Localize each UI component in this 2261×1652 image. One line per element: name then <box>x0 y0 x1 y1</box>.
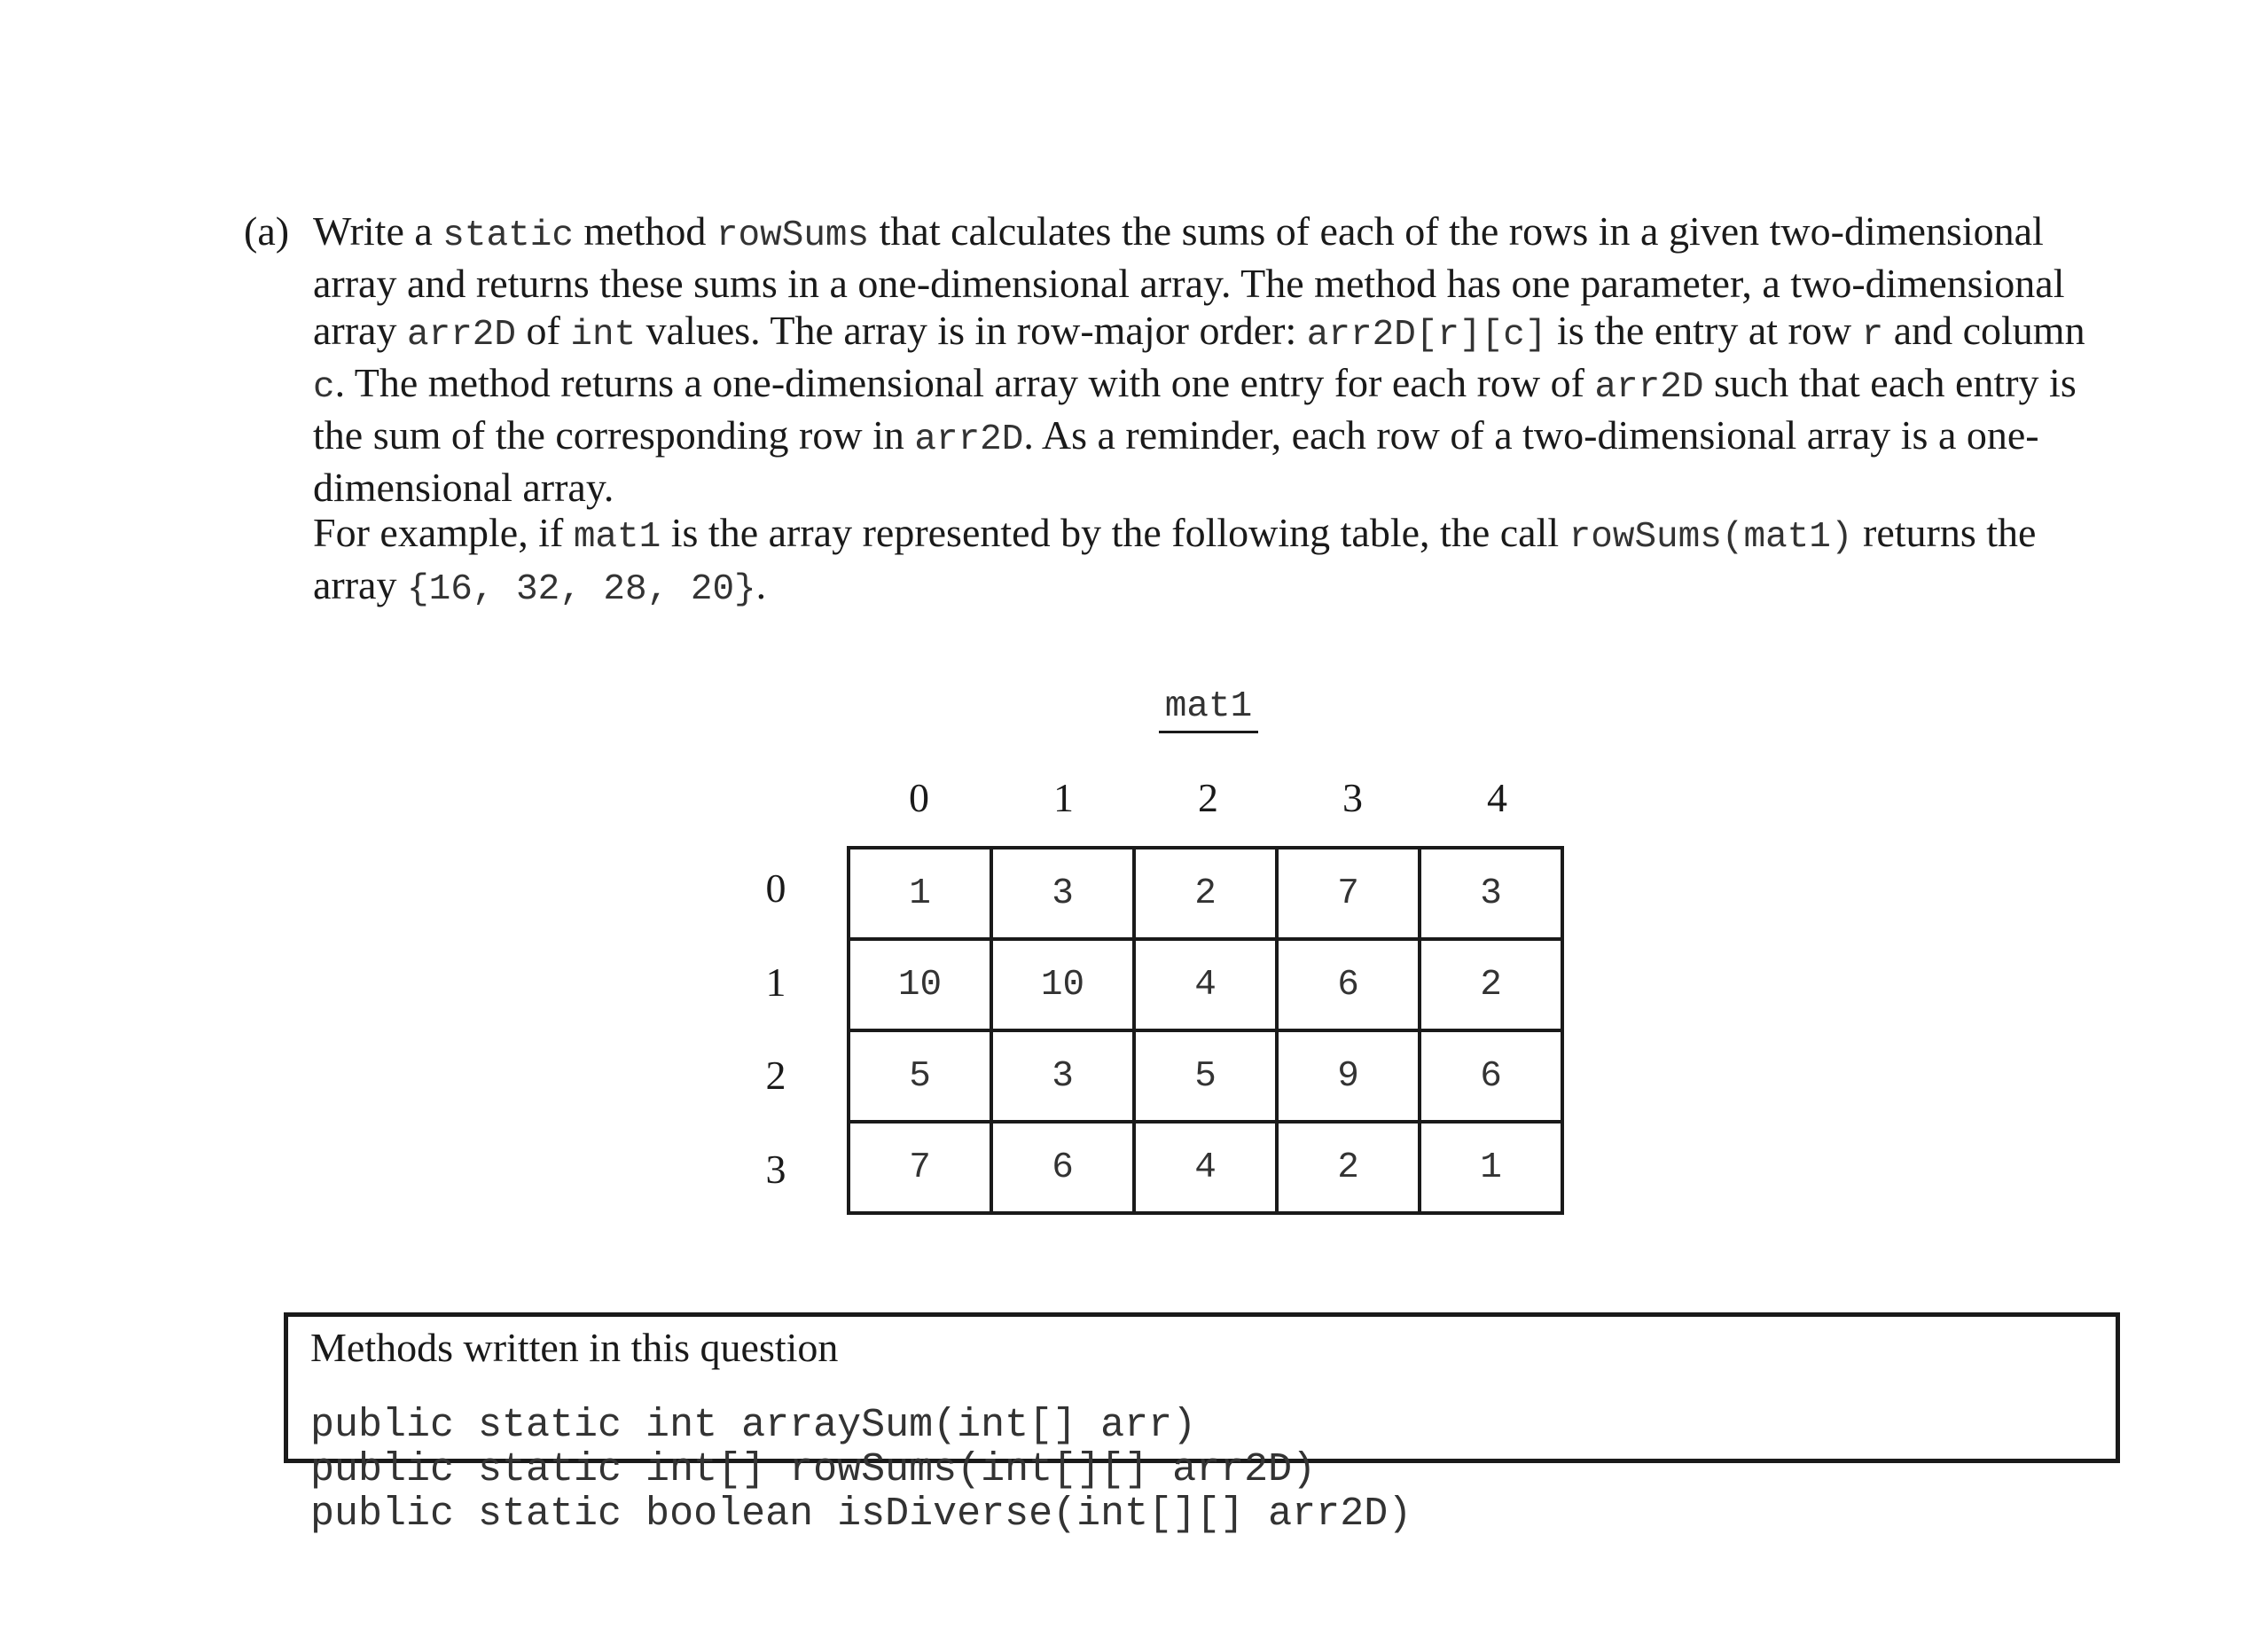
matrix-cell: 3 <box>991 848 1134 939</box>
matrix-cell: 2 <box>1134 848 1277 939</box>
column-header: 2 <box>1198 775 1218 820</box>
matrix-cell: 9 <box>1277 1030 1420 1122</box>
matrix-cell: 1 <box>1420 1122 1562 1213</box>
matrix-cell: 6 <box>1420 1030 1562 1122</box>
inline-code: int <box>570 315 637 356</box>
matrix-cell: 10 <box>849 939 991 1030</box>
column-header: 0 <box>909 775 929 820</box>
inline-code: mat1 <box>573 517 661 558</box>
row-header: 3 <box>765 1147 786 1192</box>
method-signature: public static boolean isDiverse(int[][] arr2D) <box>310 1491 1412 1537</box>
matrix-cell: 4 <box>1134 939 1277 1030</box>
inline-code: r <box>1861 315 1884 356</box>
inline-code: arr2D <box>406 315 517 356</box>
inline-code: rowSums(mat1) <box>1569 517 1853 558</box>
text-run: Write a <box>313 208 443 254</box>
matrix-row <box>849 848 1562 939</box>
matrix-cell: 6 <box>1277 939 1420 1030</box>
text-run: is the array represented by the following table, the call <box>661 510 1569 555</box>
text-run: is the entry at row <box>1546 308 1862 353</box>
column-header: 4 <box>1487 775 1507 820</box>
matrix-row <box>849 939 1562 1030</box>
text-run: . As a reminder, each row of a two-dimensional array is a one-dimensional array. <box>313 412 2039 510</box>
matrix-cell: 10 <box>991 939 1134 1030</box>
row-header: 0 <box>765 865 786 911</box>
matrix-cell: 2 <box>1277 1122 1420 1213</box>
matrix-cell: 5 <box>849 1030 991 1122</box>
text-run: . The method returns a one-dimensional array with one entry for each row of <box>334 360 1595 405</box>
inline-code: c <box>313 367 335 408</box>
matrix-cell: 1 <box>849 848 991 939</box>
text-run: values. The array is in row-major order: <box>636 308 1307 353</box>
text-run: For example, if <box>313 510 574 555</box>
matrix-cell: 3 <box>991 1030 1134 1122</box>
matrix-cell: 7 <box>1277 848 1420 939</box>
matrix-cell: 3 <box>1420 848 1562 939</box>
method-signature: public static int arraySum(int[] arr) <box>310 1403 1197 1448</box>
text-run: such that each entry is the sum of the corresponding row in <box>313 360 2077 458</box>
text-run: that calculates the sums of each of the rows in a given two-dimensional array and returns these sums in a one-dimensional array. The method has one parameter, a two-dimensional array <box>313 208 2065 353</box>
text-run: . <box>755 562 767 607</box>
matrix-table <box>847 846 1564 1215</box>
text-run: of <box>516 308 571 353</box>
methods-box-title: Methods written in this question <box>310 1325 839 1370</box>
row-header: 2 <box>765 1053 786 1098</box>
inline-code: arr2D <box>914 419 1024 460</box>
methods-box <box>284 1312 2120 1537</box>
matrix-cell: 2 <box>1420 939 1562 1030</box>
matrix-title: mat1 <box>1159 685 1258 733</box>
inline-code: arr2D[r][c] <box>1306 315 1547 356</box>
question-part-label: (a) <box>244 208 290 254</box>
matrix-cell: 7 <box>849 1122 991 1213</box>
matrix-row <box>849 1030 1562 1122</box>
matrix-cell: 5 <box>1134 1030 1277 1122</box>
column-header: 1 <box>1053 775 1074 820</box>
inline-code: {16, 32, 28, 20} <box>406 569 756 610</box>
method-signature: public static int[] rowSums(int[][] arr2D) <box>310 1447 1317 1492</box>
inline-code: arr2D <box>1594 367 1704 408</box>
matrix-cell: 4 <box>1134 1122 1277 1213</box>
matrix-row <box>849 1122 1562 1213</box>
row-header: 1 <box>765 959 786 1005</box>
text-run: method <box>573 208 716 254</box>
inline-code: static <box>442 215 574 256</box>
column-header: 3 <box>1342 775 1363 820</box>
matrix-cell: 6 <box>991 1122 1134 1213</box>
question-description <box>313 207 2113 511</box>
inline-code: rowSums <box>716 215 870 256</box>
text-run: and column <box>1883 308 2085 353</box>
example-description <box>313 509 2113 614</box>
text-run: returns the array <box>313 510 2037 607</box>
